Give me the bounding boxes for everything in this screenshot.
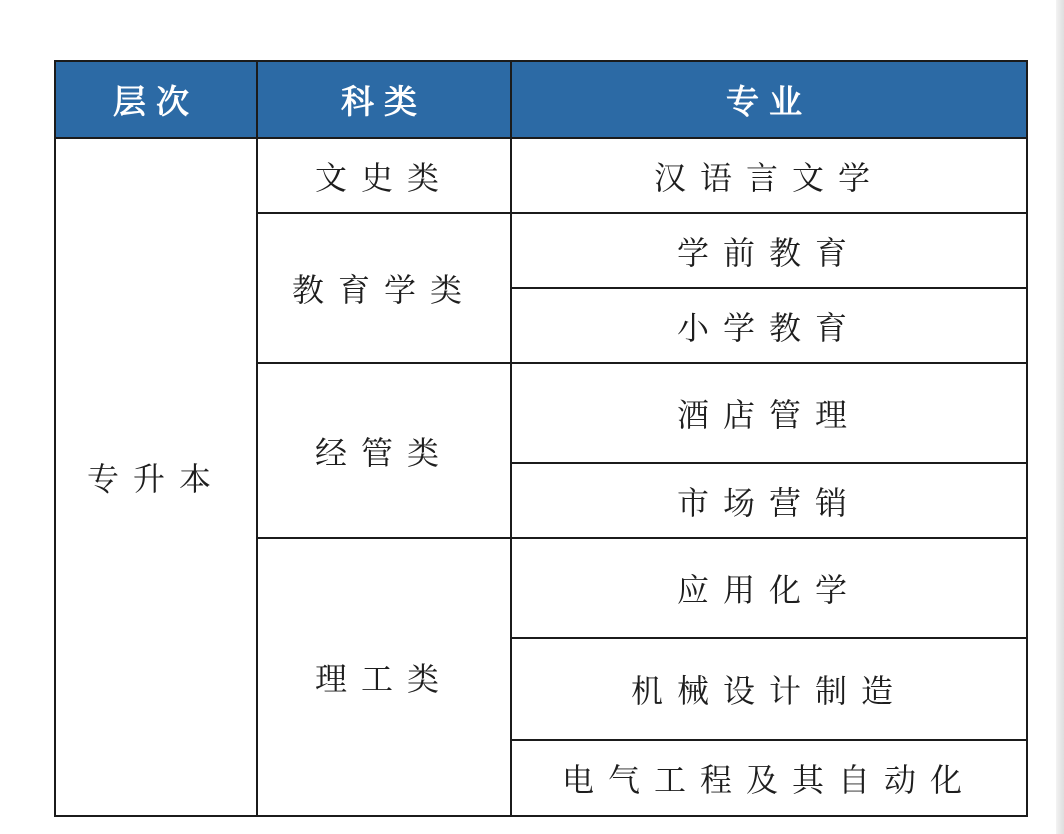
category-cell: 经管类	[257, 363, 511, 538]
header-major: 专业	[511, 61, 1027, 138]
major-cell: 市场营销	[511, 463, 1027, 538]
major-cell: 应用化学	[511, 538, 1027, 638]
major-cell: 小学教育	[511, 288, 1027, 363]
major-cell: 汉语言文学	[511, 138, 1027, 213]
category-cell: 理工类	[257, 538, 511, 816]
majors-table	[54, 60, 1028, 817]
major-cell: 学前教育	[511, 213, 1027, 288]
major-cell: 电气工程及其自动化	[511, 740, 1027, 816]
table-row	[55, 138, 1027, 213]
level-cell: 专升本	[55, 138, 257, 816]
window-edge	[1056, 0, 1064, 834]
category-cell: 教育学类	[257, 213, 511, 363]
category-cell: 文史类	[257, 138, 511, 213]
major-cell: 机械设计制造	[511, 638, 1027, 740]
header-level: 层次	[55, 61, 257, 138]
header-category: 科类	[257, 61, 511, 138]
header-row	[55, 61, 1027, 138]
major-cell: 酒店管理	[511, 363, 1027, 463]
